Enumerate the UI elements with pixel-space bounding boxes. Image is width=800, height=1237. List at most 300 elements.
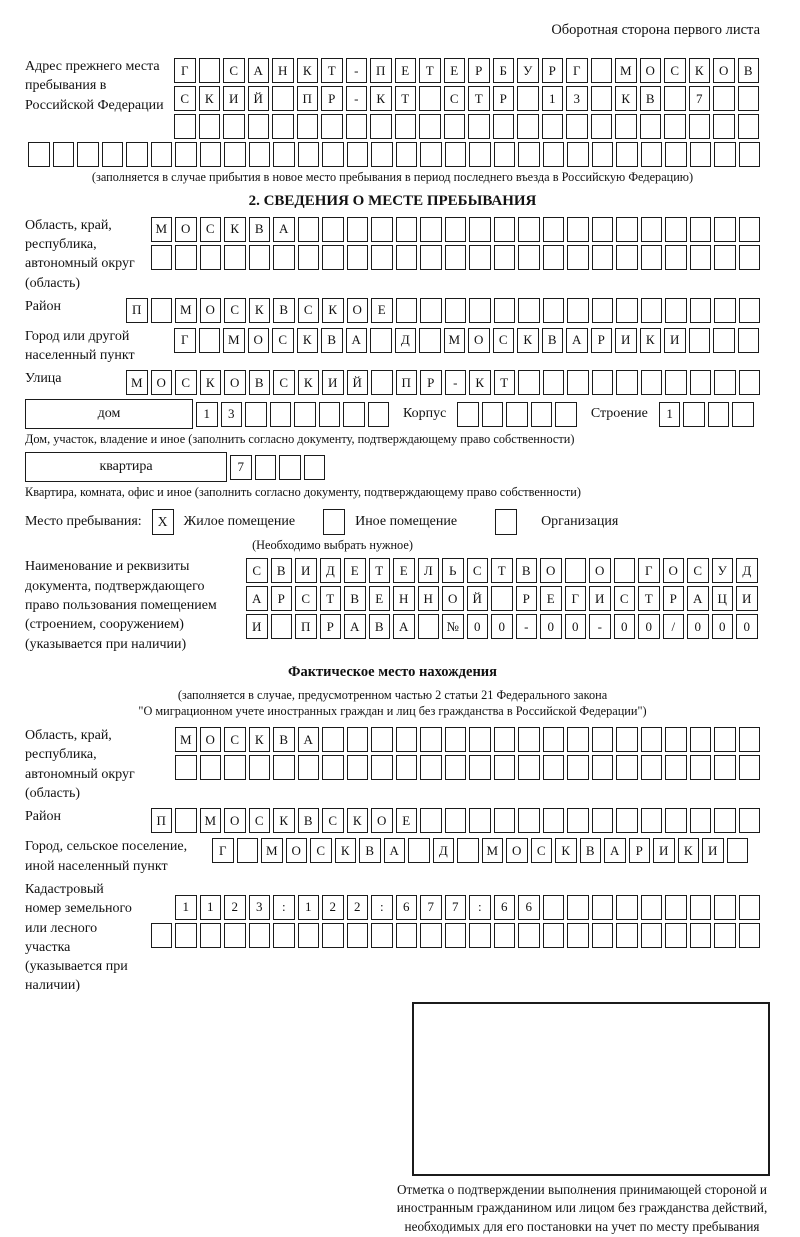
char-cell[interactable]: К	[615, 86, 637, 111]
char-cell[interactable]: Г	[174, 328, 196, 353]
char-cell[interactable]	[690, 755, 712, 780]
char-cell[interactable]	[683, 402, 705, 427]
char-cell[interactable]	[371, 142, 393, 167]
char-cell[interactable]	[614, 558, 636, 583]
char-cell[interactable]	[370, 114, 392, 139]
char-cell[interactable]: 0	[540, 614, 562, 639]
char-cell[interactable]: П	[151, 808, 173, 833]
char-cell[interactable]: Н	[272, 58, 294, 83]
char-cell[interactable]	[294, 402, 316, 427]
char-cell[interactable]	[408, 838, 430, 863]
char-cell[interactable]	[738, 86, 760, 111]
char-cell[interactable]: Р	[663, 586, 685, 611]
char-cell[interactable]: К	[249, 298, 271, 323]
char-cell[interactable]: К	[297, 328, 319, 353]
char-cell[interactable]: 1	[659, 402, 681, 427]
char-cell[interactable]	[102, 142, 124, 167]
char-cell[interactable]	[517, 86, 539, 111]
char-cell[interactable]: К	[689, 58, 711, 83]
char-cell[interactable]: И	[246, 614, 268, 639]
char-cell[interactable]: А	[384, 838, 406, 863]
char-cell[interactable]: Ц	[712, 586, 734, 611]
char-cell[interactable]	[469, 923, 491, 948]
char-cell[interactable]: А	[246, 586, 268, 611]
char-cell[interactable]	[249, 755, 271, 780]
stay-type-checkbox-residential[interactable]: X	[152, 509, 174, 535]
char-cell[interactable]	[126, 142, 148, 167]
char-cell[interactable]	[616, 217, 638, 242]
char-cell[interactable]: И	[736, 586, 758, 611]
char-cell[interactable]	[273, 755, 295, 780]
char-cell[interactable]	[665, 808, 687, 833]
char-cell[interactable]	[347, 217, 369, 242]
char-cell[interactable]	[175, 808, 197, 833]
char-cell[interactable]	[494, 142, 516, 167]
char-cell[interactable]	[690, 727, 712, 752]
char-cell[interactable]: Т	[369, 558, 391, 583]
char-cell[interactable]: К	[469, 370, 491, 395]
char-cell[interactable]: Р	[321, 86, 343, 111]
char-cell[interactable]: -	[346, 86, 368, 111]
char-cell[interactable]	[739, 245, 761, 270]
char-cell[interactable]: К	[200, 370, 222, 395]
char-cell[interactable]	[347, 727, 369, 752]
char-cell[interactable]	[739, 298, 761, 323]
char-cell[interactable]: О	[442, 586, 464, 611]
char-cell[interactable]	[224, 923, 246, 948]
char-cell[interactable]	[616, 142, 638, 167]
char-cell[interactable]	[297, 114, 319, 139]
stay-type-checkbox-other[interactable]	[323, 509, 345, 535]
char-cell[interactable]: И	[702, 838, 724, 863]
char-cell[interactable]	[445, 727, 467, 752]
char-cell[interactable]: 0	[736, 614, 758, 639]
char-cell[interactable]: С	[493, 328, 515, 353]
char-cell[interactable]	[322, 727, 344, 752]
char-cell[interactable]	[494, 245, 516, 270]
char-cell[interactable]	[592, 895, 614, 920]
char-cell[interactable]	[245, 402, 267, 427]
char-cell[interactable]: К	[249, 727, 271, 752]
char-cell[interactable]	[518, 142, 540, 167]
char-cell[interactable]	[371, 217, 393, 242]
char-cell[interactable]	[543, 755, 565, 780]
char-cell[interactable]: Б	[493, 58, 515, 83]
char-cell[interactable]	[567, 217, 589, 242]
char-cell[interactable]: 0	[638, 614, 660, 639]
char-cell[interactable]: -	[445, 370, 467, 395]
char-cell[interactable]	[616, 727, 638, 752]
char-cell[interactable]	[396, 217, 418, 242]
char-cell[interactable]	[714, 217, 736, 242]
char-cell[interactable]	[543, 217, 565, 242]
char-cell[interactable]: -	[589, 614, 611, 639]
char-cell[interactable]	[444, 114, 466, 139]
char-cell[interactable]	[445, 808, 467, 833]
char-cell[interactable]: С	[224, 298, 246, 323]
char-cell[interactable]	[714, 142, 736, 167]
char-cell[interactable]: В	[359, 838, 381, 863]
char-cell[interactable]	[28, 142, 50, 167]
char-cell[interactable]: М	[126, 370, 148, 395]
char-cell[interactable]: 0	[614, 614, 636, 639]
char-cell[interactable]: Р	[420, 370, 442, 395]
char-cell[interactable]: У	[712, 558, 734, 583]
char-cell[interactable]	[469, 755, 491, 780]
char-cell[interactable]: А	[566, 328, 588, 353]
char-cell[interactable]	[616, 808, 638, 833]
char-cell[interactable]: С	[200, 217, 222, 242]
char-cell[interactable]	[494, 298, 516, 323]
char-cell[interactable]: К	[335, 838, 357, 863]
char-cell[interactable]	[714, 755, 736, 780]
char-cell[interactable]	[371, 245, 393, 270]
char-cell[interactable]	[445, 755, 467, 780]
char-cell[interactable]: О	[589, 558, 611, 583]
char-cell[interactable]	[690, 245, 712, 270]
char-cell[interactable]	[641, 298, 663, 323]
char-cell[interactable]: Е	[393, 558, 415, 583]
char-cell[interactable]: О	[224, 808, 246, 833]
char-cell[interactable]: С	[687, 558, 709, 583]
char-cell[interactable]: К	[678, 838, 700, 863]
char-cell[interactable]: А	[273, 217, 295, 242]
char-cell[interactable]	[420, 245, 442, 270]
char-cell[interactable]: О	[468, 328, 490, 353]
char-cell[interactable]: К	[322, 298, 344, 323]
char-cell[interactable]: Р	[542, 58, 564, 83]
char-cell[interactable]: А	[298, 727, 320, 752]
char-cell[interactable]: П	[295, 614, 317, 639]
char-cell[interactable]: К	[370, 86, 392, 111]
char-cell[interactable]	[237, 838, 259, 863]
char-cell[interactable]: 0	[565, 614, 587, 639]
char-cell[interactable]	[255, 455, 277, 480]
char-cell[interactable]: 7	[420, 895, 442, 920]
char-cell[interactable]: И	[664, 328, 686, 353]
char-cell[interactable]	[641, 895, 663, 920]
char-cell[interactable]	[371, 755, 393, 780]
char-cell[interactable]	[567, 808, 589, 833]
char-cell[interactable]	[567, 298, 589, 323]
char-cell[interactable]	[714, 298, 736, 323]
char-cell[interactable]	[482, 402, 504, 427]
char-cell[interactable]: Р	[629, 838, 651, 863]
char-cell[interactable]	[322, 923, 344, 948]
char-cell[interactable]	[690, 895, 712, 920]
char-cell[interactable]: И	[322, 370, 344, 395]
char-cell[interactable]	[347, 142, 369, 167]
char-cell[interactable]: М	[223, 328, 245, 353]
char-cell[interactable]	[567, 755, 589, 780]
char-cell[interactable]: 2	[322, 895, 344, 920]
char-cell[interactable]	[518, 727, 540, 752]
char-cell[interactable]	[518, 808, 540, 833]
char-cell[interactable]	[249, 923, 271, 948]
char-cell[interactable]: О	[286, 838, 308, 863]
char-cell[interactable]	[690, 808, 712, 833]
char-cell[interactable]: Д	[395, 328, 417, 353]
char-cell[interactable]: В	[321, 328, 343, 353]
char-cell[interactable]	[689, 328, 711, 353]
char-cell[interactable]	[665, 217, 687, 242]
char-cell[interactable]: О	[540, 558, 562, 583]
char-cell[interactable]: К	[555, 838, 577, 863]
char-cell[interactable]	[445, 142, 467, 167]
char-cell[interactable]	[279, 455, 301, 480]
char-cell[interactable]: П	[126, 298, 148, 323]
char-cell[interactable]	[714, 370, 736, 395]
char-cell[interactable]: К	[297, 58, 319, 83]
char-cell[interactable]	[714, 245, 736, 270]
char-cell[interactable]	[690, 217, 712, 242]
char-cell[interactable]	[690, 142, 712, 167]
char-cell[interactable]	[248, 114, 270, 139]
char-cell[interactable]	[592, 217, 614, 242]
char-cell[interactable]	[491, 586, 513, 611]
char-cell[interactable]	[469, 298, 491, 323]
char-cell[interactable]	[641, 142, 663, 167]
char-cell[interactable]	[616, 245, 638, 270]
char-cell[interactable]: В	[249, 217, 271, 242]
char-cell[interactable]	[199, 114, 221, 139]
char-cell[interactable]: О	[224, 370, 246, 395]
char-cell[interactable]: В	[249, 370, 271, 395]
char-cell[interactable]	[200, 923, 222, 948]
char-cell[interactable]	[494, 923, 516, 948]
char-cell[interactable]	[343, 402, 365, 427]
char-cell[interactable]: 7	[445, 895, 467, 920]
char-cell[interactable]	[371, 727, 393, 752]
char-cell[interactable]	[445, 298, 467, 323]
char-cell[interactable]	[298, 923, 320, 948]
char-cell[interactable]: С	[664, 58, 686, 83]
char-cell[interactable]	[347, 245, 369, 270]
char-cell[interactable]	[566, 114, 588, 139]
char-cell[interactable]: Е	[395, 58, 417, 83]
char-cell[interactable]: И	[223, 86, 245, 111]
char-cell[interactable]	[592, 727, 614, 752]
char-cell[interactable]	[469, 727, 491, 752]
char-cell[interactable]: №	[442, 614, 464, 639]
char-cell[interactable]: Е	[444, 58, 466, 83]
char-cell[interactable]	[270, 402, 292, 427]
char-cell[interactable]	[445, 217, 467, 242]
char-cell[interactable]	[567, 923, 589, 948]
char-cell[interactable]	[518, 370, 540, 395]
char-cell[interactable]: Р	[591, 328, 613, 353]
char-cell[interactable]: А	[344, 614, 366, 639]
char-cell[interactable]	[543, 895, 565, 920]
char-cell[interactable]	[175, 142, 197, 167]
char-cell[interactable]	[272, 114, 294, 139]
char-cell[interactable]	[739, 808, 761, 833]
char-cell[interactable]: О	[175, 217, 197, 242]
char-cell[interactable]	[223, 114, 245, 139]
char-cell[interactable]	[567, 895, 589, 920]
char-cell[interactable]	[739, 727, 761, 752]
char-cell[interactable]: :	[469, 895, 491, 920]
char-cell[interactable]: 7	[230, 455, 252, 480]
char-cell[interactable]: 6	[518, 895, 540, 920]
char-cell[interactable]	[714, 923, 736, 948]
char-cell[interactable]	[665, 370, 687, 395]
char-cell[interactable]: Т	[320, 586, 342, 611]
char-cell[interactable]: А	[248, 58, 270, 83]
char-cell[interactable]	[665, 298, 687, 323]
char-cell[interactable]: Т	[419, 58, 441, 83]
char-cell[interactable]: 0	[712, 614, 734, 639]
char-cell[interactable]	[739, 217, 761, 242]
char-cell[interactable]	[713, 114, 735, 139]
char-cell[interactable]: В	[273, 298, 295, 323]
char-cell[interactable]	[714, 895, 736, 920]
char-cell[interactable]: Д	[320, 558, 342, 583]
char-cell[interactable]: С	[310, 838, 332, 863]
char-cell[interactable]	[175, 755, 197, 780]
char-cell[interactable]	[494, 217, 516, 242]
char-cell[interactable]	[199, 58, 221, 83]
char-cell[interactable]: О	[506, 838, 528, 863]
char-cell[interactable]: 0	[491, 614, 513, 639]
char-cell[interactable]: М	[261, 838, 283, 863]
char-cell[interactable]	[395, 114, 417, 139]
char-cell[interactable]	[493, 114, 515, 139]
char-cell[interactable]	[567, 727, 589, 752]
char-cell[interactable]: Г	[566, 58, 588, 83]
char-cell[interactable]	[732, 402, 754, 427]
stay-type-checkbox-organization[interactable]	[495, 509, 517, 535]
char-cell[interactable]	[249, 245, 271, 270]
char-cell[interactable]: С	[614, 586, 636, 611]
char-cell[interactable]	[200, 755, 222, 780]
char-cell[interactable]: -	[516, 614, 538, 639]
char-cell[interactable]: 2	[224, 895, 246, 920]
char-cell[interactable]: Р	[271, 586, 293, 611]
char-cell[interactable]: В	[298, 808, 320, 833]
char-cell[interactable]: М	[444, 328, 466, 353]
char-cell[interactable]: Г	[638, 558, 660, 583]
char-cell[interactable]: Ь	[442, 558, 464, 583]
char-cell[interactable]	[271, 614, 293, 639]
char-cell[interactable]	[469, 142, 491, 167]
char-cell[interactable]	[175, 923, 197, 948]
char-cell[interactable]	[273, 142, 295, 167]
char-cell[interactable]	[420, 142, 442, 167]
char-cell[interactable]	[445, 245, 467, 270]
char-cell[interactable]: Е	[369, 586, 391, 611]
char-cell[interactable]: О	[663, 558, 685, 583]
char-cell[interactable]: В	[542, 328, 564, 353]
char-cell[interactable]: Р	[493, 86, 515, 111]
char-cell[interactable]: И	[653, 838, 675, 863]
char-cell[interactable]	[738, 114, 760, 139]
char-cell[interactable]	[494, 727, 516, 752]
char-cell[interactable]: 3	[221, 402, 243, 427]
char-cell[interactable]: С	[467, 558, 489, 583]
char-cell[interactable]: Т	[491, 558, 513, 583]
char-cell[interactable]	[199, 328, 221, 353]
char-cell[interactable]: М	[615, 58, 637, 83]
char-cell[interactable]	[151, 298, 173, 323]
char-cell[interactable]: П	[297, 86, 319, 111]
char-cell[interactable]	[665, 245, 687, 270]
char-cell[interactable]	[591, 86, 613, 111]
char-cell[interactable]	[469, 217, 491, 242]
char-cell[interactable]: В	[640, 86, 662, 111]
char-cell[interactable]	[738, 328, 760, 353]
char-cell[interactable]	[739, 755, 761, 780]
char-cell[interactable]	[739, 370, 761, 395]
char-cell[interactable]	[592, 298, 614, 323]
char-cell[interactable]: Р	[468, 58, 490, 83]
char-cell[interactable]	[640, 114, 662, 139]
char-cell[interactable]: С	[174, 86, 196, 111]
char-cell[interactable]: К	[298, 370, 320, 395]
char-cell[interactable]	[419, 328, 441, 353]
char-cell[interactable]: Г	[565, 586, 587, 611]
char-cell[interactable]: О	[200, 727, 222, 752]
char-cell[interactable]: Р	[516, 586, 538, 611]
char-cell[interactable]	[494, 755, 516, 780]
char-cell[interactable]: /	[663, 614, 685, 639]
char-cell[interactable]: Н	[393, 586, 415, 611]
char-cell[interactable]	[200, 245, 222, 270]
char-cell[interactable]	[591, 58, 613, 83]
char-cell[interactable]: 6	[396, 895, 418, 920]
char-cell[interactable]: В	[271, 558, 293, 583]
char-cell[interactable]	[739, 895, 761, 920]
char-cell[interactable]: Т	[395, 86, 417, 111]
char-cell[interactable]	[53, 142, 75, 167]
char-cell[interactable]	[616, 755, 638, 780]
char-cell[interactable]: С	[322, 808, 344, 833]
char-cell[interactable]: С	[224, 727, 246, 752]
char-cell[interactable]: С	[444, 86, 466, 111]
char-cell[interactable]: М	[482, 838, 504, 863]
char-cell[interactable]	[371, 923, 393, 948]
char-cell[interactable]: Д	[736, 558, 758, 583]
char-cell[interactable]: К	[517, 328, 539, 353]
char-cell[interactable]	[319, 402, 341, 427]
char-cell[interactable]: 1	[200, 895, 222, 920]
char-cell[interactable]	[690, 923, 712, 948]
char-cell[interactable]	[665, 923, 687, 948]
char-cell[interactable]: :	[273, 895, 295, 920]
char-cell[interactable]: М	[175, 727, 197, 752]
char-cell[interactable]	[321, 114, 343, 139]
char-cell[interactable]: В	[580, 838, 602, 863]
char-cell[interactable]	[665, 727, 687, 752]
char-cell[interactable]	[445, 923, 467, 948]
char-cell[interactable]: С	[295, 586, 317, 611]
char-cell[interactable]	[396, 923, 418, 948]
char-cell[interactable]: В	[369, 614, 391, 639]
char-cell[interactable]: 1	[542, 86, 564, 111]
char-cell[interactable]	[298, 245, 320, 270]
char-cell[interactable]: Й	[347, 370, 369, 395]
char-cell[interactable]: О	[640, 58, 662, 83]
char-cell[interactable]	[457, 402, 479, 427]
char-cell[interactable]	[396, 142, 418, 167]
char-cell[interactable]: Е	[344, 558, 366, 583]
char-cell[interactable]: В	[273, 727, 295, 752]
char-cell[interactable]: 1	[196, 402, 218, 427]
char-cell[interactable]	[641, 808, 663, 833]
char-cell[interactable]	[420, 727, 442, 752]
char-cell[interactable]	[420, 298, 442, 323]
char-cell[interactable]	[469, 808, 491, 833]
